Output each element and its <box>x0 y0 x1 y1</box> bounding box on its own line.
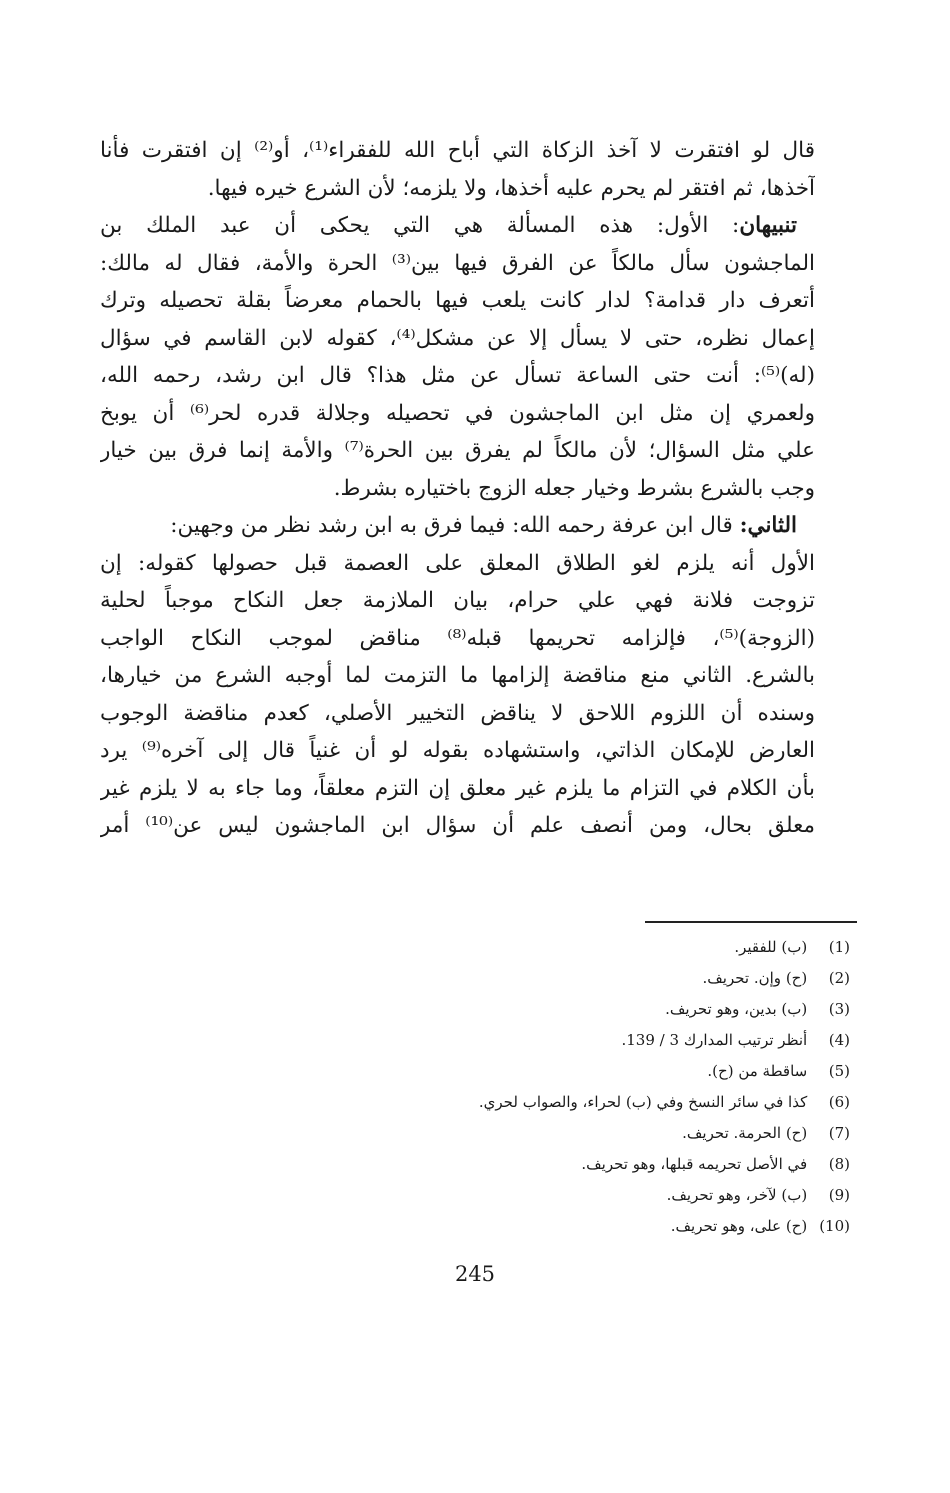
footnote-number: (2) <box>828 969 850 987</box>
text-line-19: معلق بحال، ومن أنصف علم أن سؤال ابن الماجشون ليس عن⁽¹⁰⁾ أمر <box>100 813 815 838</box>
text-line-12: الأول أنه يلزم لغو الطلاق المعلق على العصمة قبل حصولها كقوله: إن <box>100 550 815 576</box>
footnote-text: (ح) الحرمة. تحريف. <box>682 1124 808 1142</box>
footnote-text: (ب) لآخر، وهو تحريف. <box>666 1186 808 1204</box>
footnote-text: في الأصل تحريمه قبلها، وهو تحريف. <box>581 1155 808 1173</box>
text-line-10: وجب بالشرع بشرط وخيار جعله الزوج باختياره بشرط. <box>333 475 815 501</box>
footnote-text: (ب) للفقير. <box>734 938 808 956</box>
page-number: 245 <box>454 1262 496 1286</box>
text-line-2: آخذها، ثم افتقر لم يحرم عليه أخذها، ولا يلزمه؛ لأن الشرع خيره فيها. <box>207 175 815 201</box>
footnote-text: ساقطة من (ح). <box>707 1062 808 1080</box>
text-line-8: ولعمري إن مثل ابن الماجشون في تحصيله وجلالة قدره لحر⁽⁶⁾ أن يوبخ <box>100 400 815 426</box>
text-line-4: الماجشون سأل مالكاً عن الفرق فيها بين⁽³⁾ الحرة والأمة، فقال له مالك: <box>100 250 815 276</box>
footnote-number: (7) <box>828 1124 850 1142</box>
text-line-13: تزوجت فلانة فهي علي حرام، بيان الملازمة جعل النكاح موجباً لحلية <box>100 588 815 613</box>
footnote-number: (5) <box>828 1062 850 1080</box>
footnote-number: (10) <box>819 1217 850 1235</box>
text-line-16: وسنده أن اللزوم اللاحق لا يناقض التخيير الأصلي، كعدم مناقضة الوجوب <box>100 700 815 726</box>
footnote-number: (3) <box>828 1000 850 1018</box>
footnote-2 <box>290 963 850 994</box>
footnote-number: (6) <box>828 1093 850 1111</box>
footnote-9 <box>290 1180 850 1211</box>
text-line-9: علي مثل السؤال؛ لأن مالكاً لم يفرق بين الحرة⁽⁷⁾ والأمة إنما فرق بين خيار <box>100 438 815 463</box>
heading-tanbihan: تنبيهان <box>739 213 798 238</box>
footnote-8 <box>290 1149 850 1180</box>
footnote-7 <box>290 1118 850 1149</box>
heading-thani: الثاني: <box>739 513 797 538</box>
text-line-17: العارض للإمكان الذاتي، واستشهاده بقوله لو أن غنياً قال إلى آخره⁽⁹⁾ يرد <box>100 738 815 763</box>
text-line-3: تنبيهان: الأول: هذه المسألة هي التي يحكى أن عبد الملك بن <box>100 213 798 238</box>
text-line-6: إعمال نظره، حتى لا يسأل إلا عن مشكل⁽⁴⁾، كقوله لابن القاسم في سؤال <box>100 325 815 351</box>
text-line-3-body: هذه المسألة هي التي يحكى أن عبد الملك بن <box>100 213 634 238</box>
footnote-number: (8) <box>828 1155 850 1173</box>
footnote-text: أنظر ترتيب المدارك 3 / 139. <box>621 1031 808 1049</box>
footnote-1 <box>290 932 850 963</box>
text-line-5: أتعرف دار قدامة؟ لدار كانت يلعب فيها بالحمام معرضاً بقلة تحصيله وترك <box>100 288 815 313</box>
heading-awwal: الأول: <box>656 213 709 238</box>
footnote-text: (ح) على، وهو تحريف. <box>670 1217 808 1235</box>
footnote-text: (ح) وإن. تحريف. <box>702 969 808 987</box>
footnote-separator <box>645 921 857 923</box>
footnote-number: (9) <box>828 1186 850 1204</box>
text-line-11 <box>100 507 815 545</box>
footnote-10 <box>290 1211 850 1242</box>
main-text <box>100 132 815 845</box>
footnote-3 <box>290 994 850 1025</box>
text-line-1: قال لو افتقرت لا آخذ الزكاة التي أباح الله للفقراء⁽¹⁾، أو⁽²⁾ إن افتقرت فأنا <box>100 138 815 163</box>
footnote-number: (4) <box>828 1031 850 1049</box>
footnote-text: كذا في سائر النسخ وفي (ب) لحراء، والصواب لحري. <box>478 1093 808 1111</box>
footnotes <box>290 932 850 1242</box>
footnote-5 <box>290 1056 850 1087</box>
text-line-11-body: قال ابن عرفة رحمه الله: فيما فرق به ابن رشد نظر من وجهين: <box>170 513 733 538</box>
text-line-14: (الزوجة)⁽⁵⁾، فإلزامه تحريمها قبله⁽⁸⁾ مناقض لموجب النكاح الواجب <box>100 625 815 651</box>
text-line-15: بالشرع. الثاني منع مناقضة إلزامها ما التزمت لما أوجبه الشرع من خيارها، <box>100 663 815 688</box>
footnote-6 <box>290 1087 850 1118</box>
footnote-4 <box>290 1025 850 1056</box>
text-line-7: (له)⁽⁵⁾: أنت حتى الساعة تسأل عن مثل هذا؟ قال ابن رشد، رحمه الله، <box>100 363 815 388</box>
footnote-number: (1) <box>828 938 850 956</box>
footnote-text: (ب) بدين، وهو تحريف. <box>665 1000 808 1018</box>
text-line-18: بأن الكلام في التزام ما يلزم غير معلق إن التزم معلقاً، وما جاء به لا يلزم غير <box>100 775 815 801</box>
